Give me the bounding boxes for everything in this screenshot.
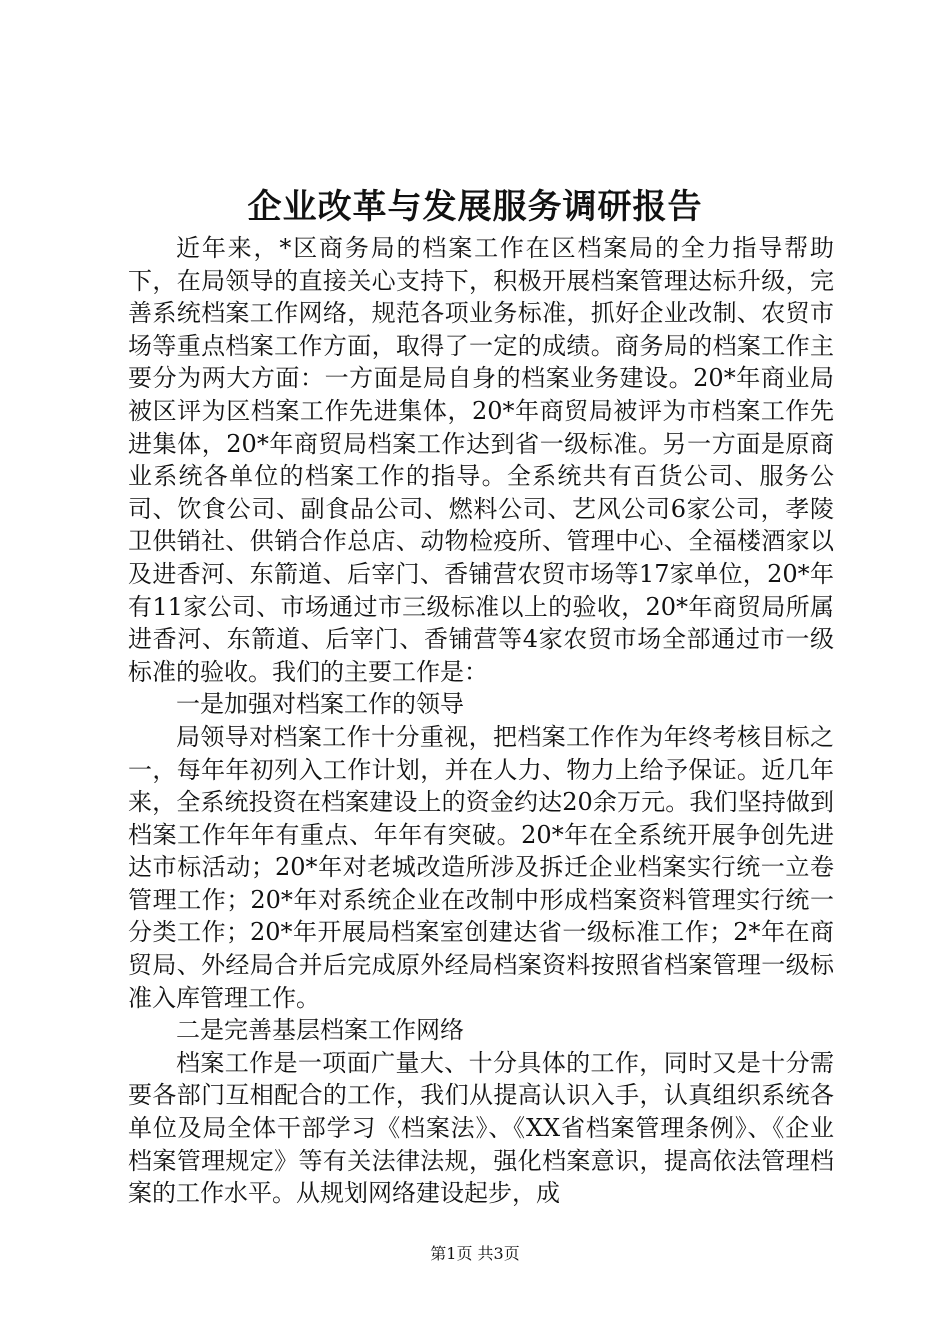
document-title: 企业改革与发展服务调研报告	[247, 187, 703, 227]
paragraph-network: 档案工作是一项面广量大、十分具体的工作，同时又是十分需要各部门互相配合的工作，我们从提高认识入手，认真组织系统各单位及局全体干部学习《档案法》、《XX省档案管理条例》、《企业档案管理规定》等有关法律法规，强化档案意识，提高依法管理档案的工作水平。从规划网络建设起步，成	[128, 1048, 834, 1208]
page-footer: 第1页 共3页	[430, 1244, 520, 1263]
section-heading-2: 二是完善基层档案工作网络	[176, 1016, 464, 1045]
document-body	[128, 232, 834, 1210]
section-heading-1: 一是加强对档案工作的领导	[176, 690, 464, 719]
paragraph-intro: 近年来，*区商务局的档案工作在区档案局的全力指导帮助下，在局领导的直接关心支持下，积极开展档案管理达标升级，完善系统档案工作网络，规范各项业务标准，抓好企业改制、农贸市场等重点档案工作方面，取得了一定的成绩。商务局的档案工作主要分为两大方面：一方面是局自身的档案业务建设。20*年商业局被区评为区档案工作先进集体，20*年商贸局被评为市档案工作先进集体，20*年商贸局档案工作达到省一级标准。另一方面是原商业系统各单位的档案工作的指导。全系统共有百货公司、服务公司、饮食公司、副食品公司、燃料公司、艺风公司6家公司，孝陵卫供销社、供销合作总店、动物检疫所、管理中心、全福楼酒家以及进香河、东箭道、后宰门、香铺营农贸市场等17家单位，20*年有11家公司、市场通过市三级标准以上的验收，20*年商贸局所属进香河、东箭道、后宰门、香铺营等4家农贸市场全部通过市一级标准的验收。我们的主要工作是：	[128, 234, 834, 686]
paragraph-leadership: 局领导对档案工作十分重视，把档案工作作为年终考核目标之一，每年年初列入工作计划，并在人力、物力上给予保证。近几年来，全系统投资在档案建设上的资金约达20余万元。我们坚持做到档案工作年年有重点、年年有突破。20*年在全系统开展争创先进达市标活动；20*年对老城改造所涉及拆迁企业档案实行统一立卷管理工作；20*年对系统企业在改制中形成档案资料管理实行统一分类工作；20*年开展局档案室创建达省一级标准工作；2*年在商贸局、外经局合并后完成原外经局档案资料按照省档案管理一级标准入库管理工作。	[128, 722, 834, 1012]
